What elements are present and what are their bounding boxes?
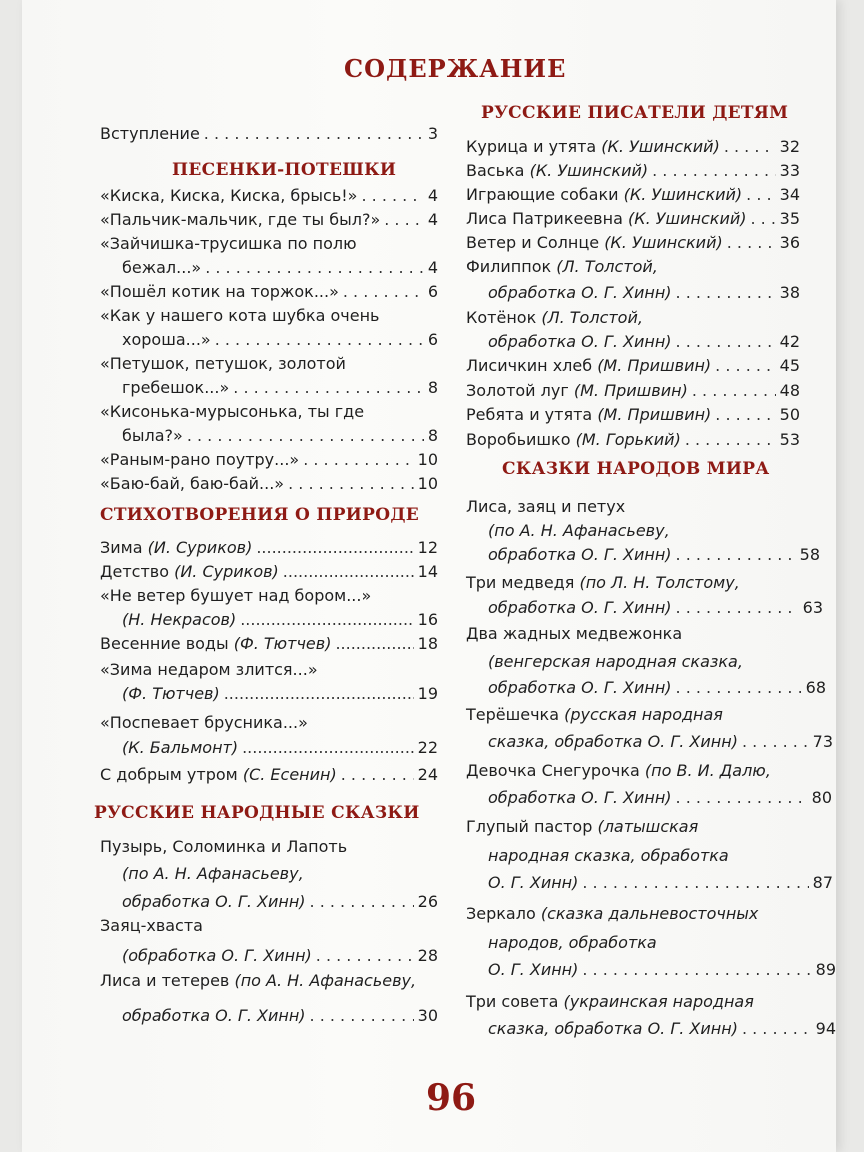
dot-leader bbox=[288, 472, 414, 496]
dot-leader bbox=[310, 890, 414, 914]
entry-page: 24 bbox=[417, 765, 438, 784]
dot-leader bbox=[751, 207, 776, 231]
entry-page: 8 bbox=[427, 426, 438, 445]
dot-leader bbox=[384, 208, 424, 232]
toc-entry-line3 bbox=[100, 890, 438, 914]
entry-title: «Баю-бай, баю-бай...» bbox=[100, 474, 285, 493]
entry-title: Девочка Снегурочка bbox=[466, 761, 640, 780]
entry-author: (С. Есенин) bbox=[242, 765, 337, 784]
entry-page: 68 bbox=[805, 678, 826, 697]
entry-page: 16 bbox=[417, 610, 438, 629]
entry-title: Вступление bbox=[100, 124, 200, 143]
entry-title: Зима bbox=[100, 538, 143, 557]
toc-entry-line2 bbox=[100, 682, 438, 706]
entry-author: (М. Пришвин) bbox=[597, 405, 712, 424]
dot-leader bbox=[233, 376, 424, 400]
dot-leader bbox=[224, 682, 414, 706]
toc-entry-line1 bbox=[466, 902, 811, 926]
entry-page: 6 bbox=[427, 282, 438, 301]
entry-author: (М. Пришвин) bbox=[573, 381, 688, 400]
entry-title: Весенние воды bbox=[100, 634, 229, 653]
entry-note: обработка О. Г. Хинн) bbox=[122, 892, 306, 911]
entry-note: (по В. И. Далю, bbox=[644, 761, 771, 780]
entry-title: «Петушок, петушок, золотой bbox=[100, 354, 346, 373]
entry-title: «Зайчишка-трусишка по полю bbox=[100, 234, 357, 253]
toc-entry-line2 bbox=[100, 376, 438, 400]
entry-title: Ветер и Солнце bbox=[466, 233, 600, 252]
section-title-priroda: СТИХОТВОРЕНИЯ О ПРИРОДЕ bbox=[100, 505, 420, 525]
entry-page: 36 bbox=[779, 233, 800, 252]
entry-title: Три совета bbox=[466, 992, 559, 1011]
entry-page: 89 bbox=[815, 960, 836, 979]
dot-leader bbox=[341, 763, 414, 787]
toc-entry-line1 bbox=[100, 584, 438, 608]
entry-title: «Зима недаром злится...» bbox=[100, 660, 318, 679]
entry-author: (К. Ушинский) bbox=[623, 185, 743, 204]
entry-title: Лиса Патрикеевна bbox=[466, 209, 623, 228]
entry-title: Три медведя bbox=[466, 573, 575, 592]
toc-entry-line2 bbox=[466, 650, 804, 674]
entry-title: Воробьишко bbox=[466, 430, 571, 449]
dot-leader bbox=[715, 354, 775, 378]
entry-title: Курица и утята bbox=[466, 137, 597, 156]
entry-page: 32 bbox=[779, 137, 800, 156]
entry-title: Детство bbox=[100, 562, 169, 581]
toc-entry bbox=[100, 536, 438, 560]
dot-leader bbox=[582, 958, 811, 982]
dot-leader bbox=[676, 330, 776, 354]
toc-entry-line2 bbox=[466, 786, 832, 810]
entry-title: «Пошёл котик на торжок...» bbox=[100, 282, 339, 301]
toc-entry-line2 bbox=[466, 1017, 836, 1041]
toc-entry-line1 bbox=[466, 571, 804, 595]
toc-entry-line2 bbox=[466, 519, 804, 543]
toc-entry-line3 bbox=[466, 958, 836, 982]
dot-leader bbox=[242, 736, 414, 760]
toc-entry-line1 bbox=[466, 495, 804, 519]
dot-leader bbox=[676, 543, 796, 567]
toc-entry-line1 bbox=[466, 622, 804, 646]
toc-entry bbox=[466, 207, 800, 231]
toc-entry bbox=[466, 135, 800, 159]
entry-title: Терёшечка bbox=[466, 705, 560, 724]
entry-page: 26 bbox=[417, 892, 438, 911]
entry-note: народов, обработка bbox=[488, 933, 657, 952]
entry-page: 8 bbox=[427, 378, 438, 397]
entry-title: Лисичкин хлеб bbox=[466, 356, 593, 375]
entry-title: «Как у нашего кота шубка очень bbox=[100, 306, 380, 325]
entry-author: (К. Ушинский) bbox=[627, 209, 747, 228]
toc-entry-line2 bbox=[466, 730, 833, 754]
dot-leader bbox=[215, 328, 424, 352]
toc-entry-line1 bbox=[466, 306, 800, 330]
section-title-mira: СКАЗКИ НАРОДОВ МИРА bbox=[502, 459, 770, 479]
toc-entry bbox=[100, 560, 438, 584]
toc-entry-line1 bbox=[466, 255, 800, 279]
entry-page: 58 bbox=[799, 545, 820, 564]
toc-entry-line1 bbox=[466, 759, 804, 783]
entry-note: (украинская народная bbox=[563, 992, 754, 1011]
entry-title: Заяц-хваста bbox=[100, 916, 203, 935]
page-title: СОДЕРЖАНИЕ bbox=[344, 54, 567, 83]
entry-note: (обработка О. Г. Хинн) bbox=[122, 946, 312, 965]
entry-note: обработка О. Г. Хинн) bbox=[488, 598, 672, 617]
toc-entry bbox=[466, 159, 800, 183]
toc-entry-line1 bbox=[100, 400, 438, 424]
toc-entry-line1 bbox=[100, 835, 438, 859]
toc-entry-line3 bbox=[466, 676, 826, 700]
dot-leader bbox=[310, 1004, 414, 1028]
book-page bbox=[22, 0, 836, 1152]
entry-title: Ребята и утята bbox=[466, 405, 593, 424]
toc-entry bbox=[100, 448, 438, 472]
toc-entry bbox=[100, 763, 438, 787]
section-title-narodnye: РУССКИЕ НАРОДНЫЕ СКАЗКИ bbox=[94, 803, 420, 823]
toc-entry-line1 bbox=[100, 969, 438, 993]
entry-title-cont: бежал...» bbox=[122, 258, 202, 277]
dot-leader bbox=[187, 424, 424, 448]
entry-page: 38 bbox=[779, 283, 800, 302]
dot-leader bbox=[727, 231, 776, 255]
dot-leader bbox=[335, 632, 413, 656]
entry-title: «Кисонька-мурысонька, ты где bbox=[100, 402, 365, 421]
entry-page: 28 bbox=[417, 946, 438, 965]
dot-leader bbox=[240, 608, 413, 632]
entry-title-cont: гребешок...» bbox=[122, 378, 230, 397]
entry-title: Котёнок bbox=[466, 308, 537, 327]
entry-page: 4 bbox=[427, 210, 438, 229]
entry-note: (по А. Н. Афанасьеву, bbox=[488, 521, 670, 540]
entry-author: (К. Ушинский) bbox=[529, 161, 649, 180]
toc-entry-line3 bbox=[466, 543, 820, 567]
entry-note: обработка О. Г. Хинн) bbox=[122, 1006, 306, 1025]
entry-page: 35 bbox=[779, 209, 800, 228]
dot-leader bbox=[283, 560, 414, 584]
entry-note: (сказка дальневосточных bbox=[540, 904, 759, 923]
entry-page: 63 bbox=[802, 598, 823, 617]
entry-title: «Пальчик-мальчик, где ты был?» bbox=[100, 210, 381, 229]
toc-entry-line2 bbox=[466, 931, 804, 955]
entry-author: (Ф. Тютчев) bbox=[122, 684, 220, 703]
entry-note: (латышская bbox=[597, 817, 699, 836]
entry-page: 10 bbox=[417, 450, 438, 469]
entry-author: (К. Бальмонт) bbox=[122, 738, 239, 757]
toc-entry-line1 bbox=[100, 304, 438, 328]
toc-entry-line2 bbox=[100, 862, 438, 886]
toc-entry bbox=[100, 632, 438, 656]
entry-page: 10 bbox=[417, 474, 438, 493]
dot-leader bbox=[742, 1017, 812, 1041]
entry-note: обработка О. Г. Хинн) bbox=[488, 678, 672, 697]
dot-leader bbox=[742, 730, 809, 754]
dot-leader bbox=[692, 379, 776, 403]
entry-note: обработка О. Г. Хинн) bbox=[488, 788, 672, 807]
toc-entry-line2 bbox=[100, 424, 438, 448]
entry-author: (Л. Толстой, bbox=[556, 257, 658, 276]
toc-entry-line2 bbox=[466, 330, 800, 354]
toc-entry-line2 bbox=[466, 844, 804, 868]
entry-page: 87 bbox=[812, 873, 833, 892]
toc-entry bbox=[466, 354, 800, 378]
entry-page: 33 bbox=[779, 161, 800, 180]
dot-leader bbox=[685, 428, 776, 452]
toc-entry bbox=[100, 472, 438, 496]
toc-entry-line1 bbox=[466, 703, 804, 727]
entry-title: Васька bbox=[466, 161, 525, 180]
toc-entry-line1 bbox=[100, 914, 438, 938]
entry-title: Золотой луг bbox=[466, 381, 569, 400]
entry-note: (по А. Н. Афанасьеву, bbox=[234, 971, 417, 990]
entry-title: Филиппок bbox=[466, 257, 552, 276]
entry-page: 6 bbox=[427, 330, 438, 349]
toc-entry-line2 bbox=[100, 736, 438, 760]
entry-title: «Раным-рано поутру...» bbox=[100, 450, 300, 469]
entry-note: обработка О. Г. Хинн) bbox=[488, 545, 672, 564]
entry-title: Зеркало bbox=[466, 904, 536, 923]
entry-author: (Ф. Тютчев) bbox=[233, 634, 332, 653]
dot-leader bbox=[746, 183, 775, 207]
entry-page: 3 bbox=[427, 124, 438, 143]
dot-leader bbox=[303, 448, 413, 472]
entry-page: 50 bbox=[779, 405, 800, 424]
toc-entry-line3 bbox=[466, 871, 833, 895]
entry-page: 53 bbox=[779, 430, 800, 449]
toc-entry-line2 bbox=[100, 608, 438, 632]
entry-note: (по Л. Н. Толстому, bbox=[579, 573, 740, 592]
entry-title: С добрым утром bbox=[100, 765, 238, 784]
entry-page: 73 bbox=[812, 732, 833, 751]
dot-leader bbox=[316, 944, 414, 968]
entry-title: «Киска, Киска, Киска, брысь!» bbox=[100, 186, 358, 205]
entry-page: 18 bbox=[417, 634, 438, 653]
toc-entry bbox=[100, 184, 438, 208]
dot-leader bbox=[676, 596, 799, 620]
entry-author: (Н. Некрасов) bbox=[122, 610, 237, 629]
toc-entry-line1 bbox=[100, 232, 438, 256]
entry-title: «Не ветер бушует над бором...» bbox=[100, 586, 372, 605]
section-title-pisateli: РУССКИЕ ПИСАТЕЛИ ДЕТЯМ bbox=[481, 103, 789, 123]
entry-page: 94 bbox=[815, 1019, 836, 1038]
entry-page: 48 bbox=[779, 381, 800, 400]
dot-leader bbox=[676, 786, 808, 810]
toc-entry bbox=[100, 208, 438, 232]
entry-note: (русская народная bbox=[564, 705, 723, 724]
entry-title: Пузырь, Соломинка и Лапоть bbox=[100, 837, 348, 856]
entry-title-cont: была?» bbox=[122, 426, 183, 445]
entry-page: 4 bbox=[427, 258, 438, 277]
entry-note: (венгерская народная сказка, bbox=[488, 652, 743, 671]
toc-entry-line2 bbox=[100, 256, 438, 280]
entry-page: 34 bbox=[779, 185, 800, 204]
entry-title-cont: хороша...» bbox=[122, 330, 211, 349]
entry-page: 14 bbox=[417, 562, 438, 581]
entry-title: Играющие собаки bbox=[466, 185, 619, 204]
entry-title: «Поспевает брусника...» bbox=[100, 713, 308, 732]
entry-author: (М. Горький) bbox=[575, 430, 681, 449]
page-number: 96 bbox=[426, 1077, 477, 1119]
toc-entry-line2 bbox=[100, 1004, 438, 1028]
toc-entry bbox=[466, 379, 800, 403]
entry-title: Лиса, заяц и петух bbox=[466, 497, 626, 516]
entry-note: О. Г. Хинн) bbox=[488, 960, 579, 979]
toc-entry-line1 bbox=[466, 990, 811, 1014]
toc-entry-line2 bbox=[100, 328, 438, 352]
dot-leader bbox=[676, 676, 802, 700]
entry-author: (М. Пришвин) bbox=[597, 356, 712, 375]
dot-leader bbox=[652, 159, 776, 183]
entry-page: 22 bbox=[417, 738, 438, 757]
entry-page: 80 bbox=[811, 788, 832, 807]
entry-author: обработка О. Г. Хинн) bbox=[488, 283, 672, 302]
dot-leader bbox=[205, 256, 424, 280]
toc-entry-line2 bbox=[466, 596, 823, 620]
entry-note: народная сказка, обработка bbox=[488, 846, 729, 865]
entry-author: (И. Суриков) bbox=[147, 538, 253, 557]
entry-page: 42 bbox=[779, 332, 800, 351]
entry-author: (К. Ушинский) bbox=[604, 233, 723, 252]
entry-note: О. Г. Хинн) bbox=[488, 873, 579, 892]
entry-page: 12 bbox=[417, 538, 438, 557]
entry-note: (по А. Н. Афанасьеву, bbox=[122, 864, 304, 883]
toc-entry-line2 bbox=[100, 944, 438, 968]
toc-entry-intro bbox=[100, 122, 438, 146]
toc-entry-line1 bbox=[100, 352, 438, 376]
toc-entry-line2 bbox=[466, 281, 800, 305]
entry-title: Лиса и тетерев bbox=[100, 971, 230, 990]
dot-leader bbox=[582, 871, 808, 895]
entry-note: сказка, обработка О. Г. Хинн) bbox=[488, 1019, 738, 1038]
toc-entry bbox=[100, 280, 438, 304]
entry-page: 19 bbox=[417, 684, 438, 703]
dot-leader bbox=[343, 280, 424, 304]
dot-leader bbox=[715, 403, 775, 427]
entry-page: 45 bbox=[779, 356, 800, 375]
entry-author: (К. Ушинский) bbox=[601, 137, 720, 156]
toc-entry bbox=[466, 183, 800, 207]
toc-entry bbox=[466, 231, 800, 255]
dot-leader bbox=[256, 536, 413, 560]
toc-entry-line1 bbox=[466, 815, 804, 839]
toc-entry bbox=[466, 428, 800, 452]
entry-author: обработка О. Г. Хинн) bbox=[488, 332, 672, 351]
entry-note: сказка, обработка О. Г. Хинн) bbox=[488, 732, 738, 751]
toc-entry-line1 bbox=[100, 658, 438, 682]
dot-leader bbox=[361, 184, 423, 208]
entry-page: 4 bbox=[427, 186, 438, 205]
entry-author: (И. Суриков) bbox=[174, 562, 279, 581]
dot-leader bbox=[676, 281, 776, 305]
entry-title: Два жадных медвежонка bbox=[466, 624, 683, 643]
dot-leader bbox=[204, 122, 424, 146]
entry-page: 30 bbox=[417, 1006, 438, 1025]
toc-entry-line1 bbox=[100, 711, 438, 735]
entry-title: Глупый пастор bbox=[466, 817, 593, 836]
entry-author: (Л. Толстой, bbox=[541, 308, 643, 327]
toc-entry bbox=[466, 403, 800, 427]
dot-leader bbox=[724, 135, 776, 159]
section-title-poteshki: ПЕСЕНКИ-ПОТЕШКИ bbox=[172, 160, 397, 180]
